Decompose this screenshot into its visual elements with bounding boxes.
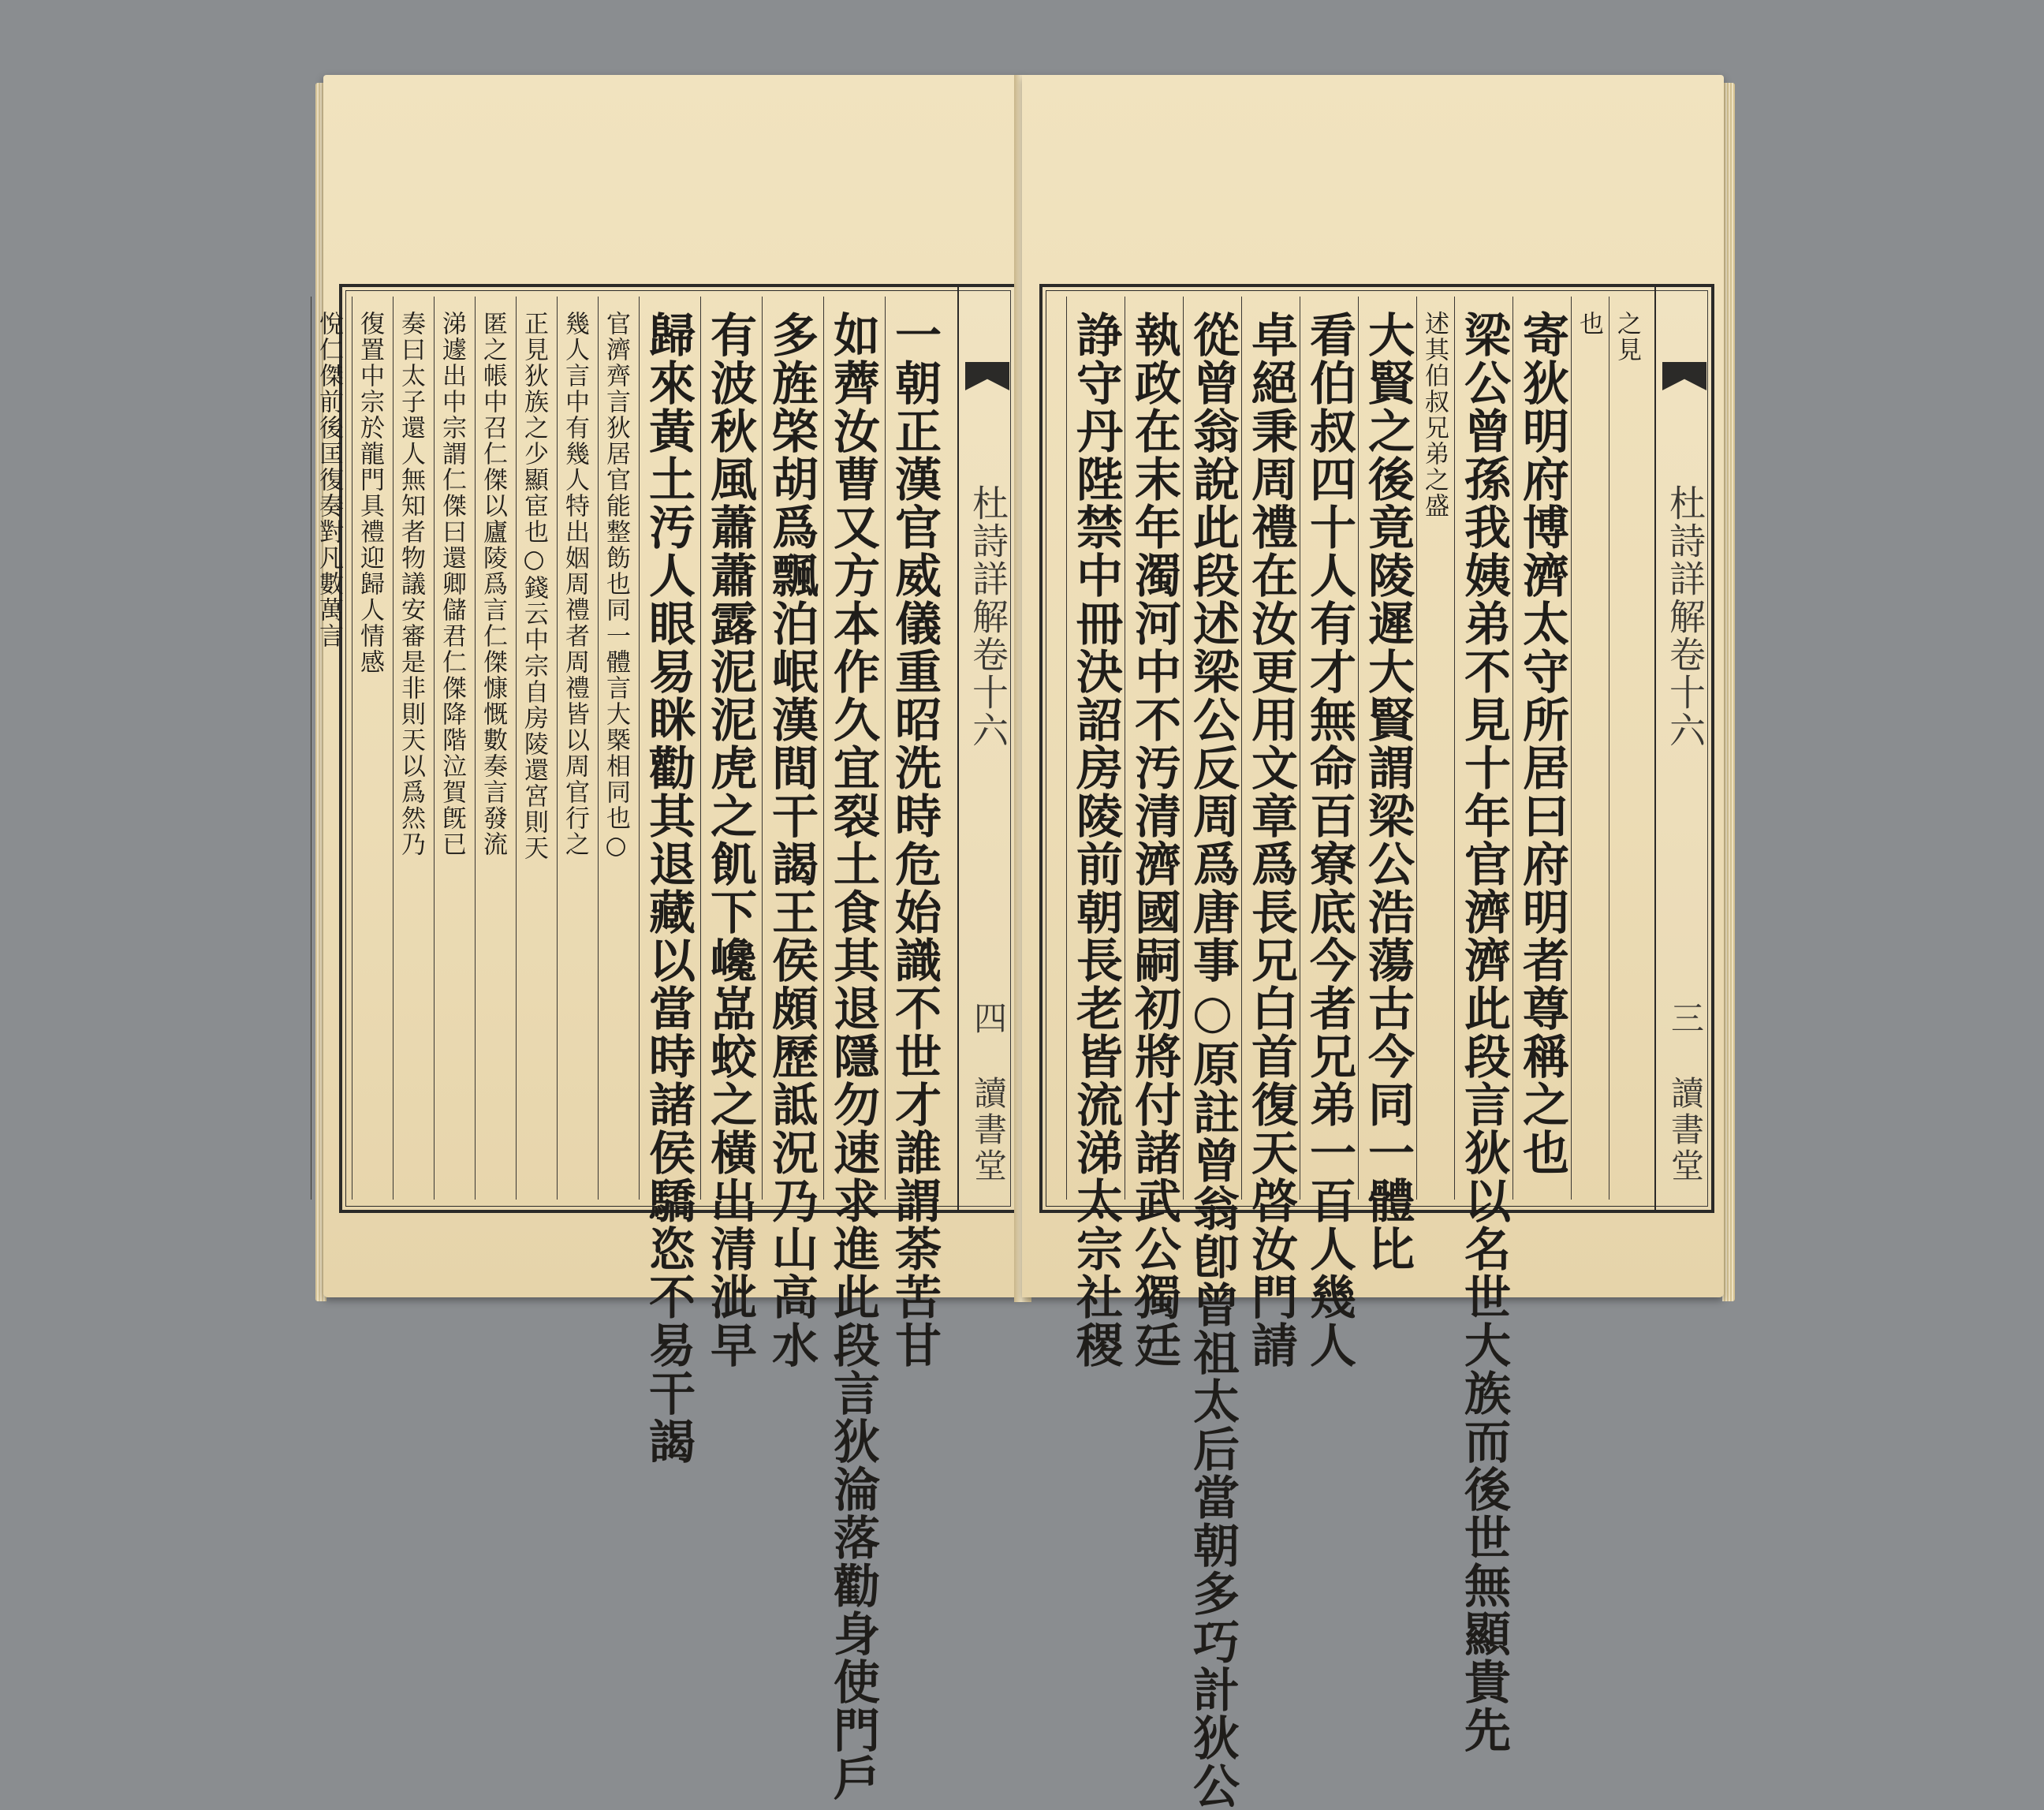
text-column: 從曾翁說此段述梁公反周爲唐事○原註曾翁卽曾祖太后當朝多巧計狄公 (1185, 311, 1240, 1810)
right-publisher: 讀書堂 (1666, 1076, 1705, 1185)
left-running-title: 杜詩詳解卷十六 (967, 484, 1009, 749)
text-column: 歸來黃土汚人眼易眯勸其退藏以當時諸侯驕恣不易干謁 (641, 311, 696, 1465)
text-column: 也 (1575, 311, 1603, 337)
text-column: 復置中宗於龍門具禮迎歸人情感 (356, 311, 384, 675)
text-column: 有波秋風蕭蕭露泥泥虎之飢下巉嵓蛟之橫出清泚早 (703, 311, 757, 1369)
text-column: 之見 (1613, 311, 1641, 363)
right-text-frame (1039, 284, 1714, 1810)
text-column: 匿之帳中召仁傑以廬陵爲言仁傑慷慨數奏言發流 (479, 311, 507, 857)
text-column: 述其伯叔兄弟之盛 (1420, 311, 1449, 519)
column-rule (639, 297, 640, 1200)
text-column: 大賢之後竟陵遲大賢謂梁公浩蕩古今同一體比 (1360, 311, 1415, 1273)
text-column: 看伯叔四十人有才無命百寮底今者兄弟一百人幾人 (1302, 311, 1356, 1369)
text-column: 官濟齊言狄居官能整飭也同一體言大槩相同也○ (602, 311, 630, 861)
left-publisher: 讀書堂 (969, 1076, 1008, 1185)
right-page-center-column (1654, 287, 1711, 1210)
column-rule (1358, 297, 1359, 1200)
text-column: 一朝正漢官威儀重昭洗時危始識不世才誰謂荼苦甘 (887, 311, 942, 1369)
text-column: 如薺汝曹又方本作久宜裂土食其退隱勿速求進此段言狄淪落勸身使門戶 (826, 311, 880, 1802)
column-rule (1183, 297, 1184, 1200)
column-rule (885, 297, 886, 1200)
text-column: 悅仁傑前後匡復奏對凡數萬言 (315, 311, 343, 649)
column-rule (1066, 297, 1067, 1200)
fish-tail-mark-icon (965, 362, 1009, 390)
text-column: 寄狄明府博濟太守所居曰府明者尊稱之也 (1515, 311, 1569, 1177)
text-column: 幾人言中有幾人特出姻周禮者周禮皆以周官行之 (561, 311, 589, 857)
column-rule (700, 297, 701, 1200)
column-rule (1512, 297, 1513, 1200)
text-column: 涕遽出中宗謂仁傑曰還卿儲君仁傑降階泣賀旣已 (438, 311, 466, 857)
open-book (315, 75, 1735, 1810)
left-text-frame (315, 284, 1017, 1802)
column-rule (598, 297, 599, 1200)
text-column: 卓絕秉周禮在汝更用文章爲長兄白首復天啓汝門請 (1244, 311, 1298, 1369)
right-page-number: 三 (1666, 1001, 1705, 1034)
text-column: 梁公曾孫我姨弟不見十年官濟濟此段言狄以名世大族而後世無顯貴先 (1457, 311, 1511, 1754)
text-column: 奏曰太子還人無知者物議安審是非則天以爲然乃 (397, 311, 425, 857)
left-page-number: 四 (969, 1001, 1008, 1034)
text-column: 諍守丹陛禁中冊決詔房陵前朝長老皆流涕太宗社稷 (1069, 311, 1123, 1369)
column-rule (475, 297, 476, 1200)
text-column: 多旌棨胡爲飄泊岷漢間干謁王侯頗歷詆況乃山高水 (764, 311, 819, 1369)
right-page (1022, 75, 1724, 1810)
column-rule (516, 297, 517, 1200)
fish-tail-mark-icon (1662, 362, 1706, 390)
text-column: 執政在末年濁河中不汚清濟國嗣初將付諸武公獨廷 (1127, 311, 1181, 1369)
left-page-center-column (957, 287, 1014, 1210)
text-column: 正見狄族之少顯宦也○錢云中宗自房陵還宮則天 (520, 311, 548, 861)
column-rule (1571, 297, 1572, 1200)
column-rule (1454, 297, 1455, 1200)
column-rule (557, 297, 558, 1200)
column-rule (762, 297, 763, 1200)
column-rule (1241, 297, 1242, 1200)
left-page (315, 75, 1022, 1802)
right-running-title: 杜詩詳解卷十六 (1664, 484, 1706, 749)
column-rule (393, 297, 394, 1200)
column-rule (1416, 297, 1417, 1200)
page-edges-right (1722, 83, 1735, 1301)
column-rule (823, 297, 824, 1200)
column-rule (434, 297, 435, 1200)
